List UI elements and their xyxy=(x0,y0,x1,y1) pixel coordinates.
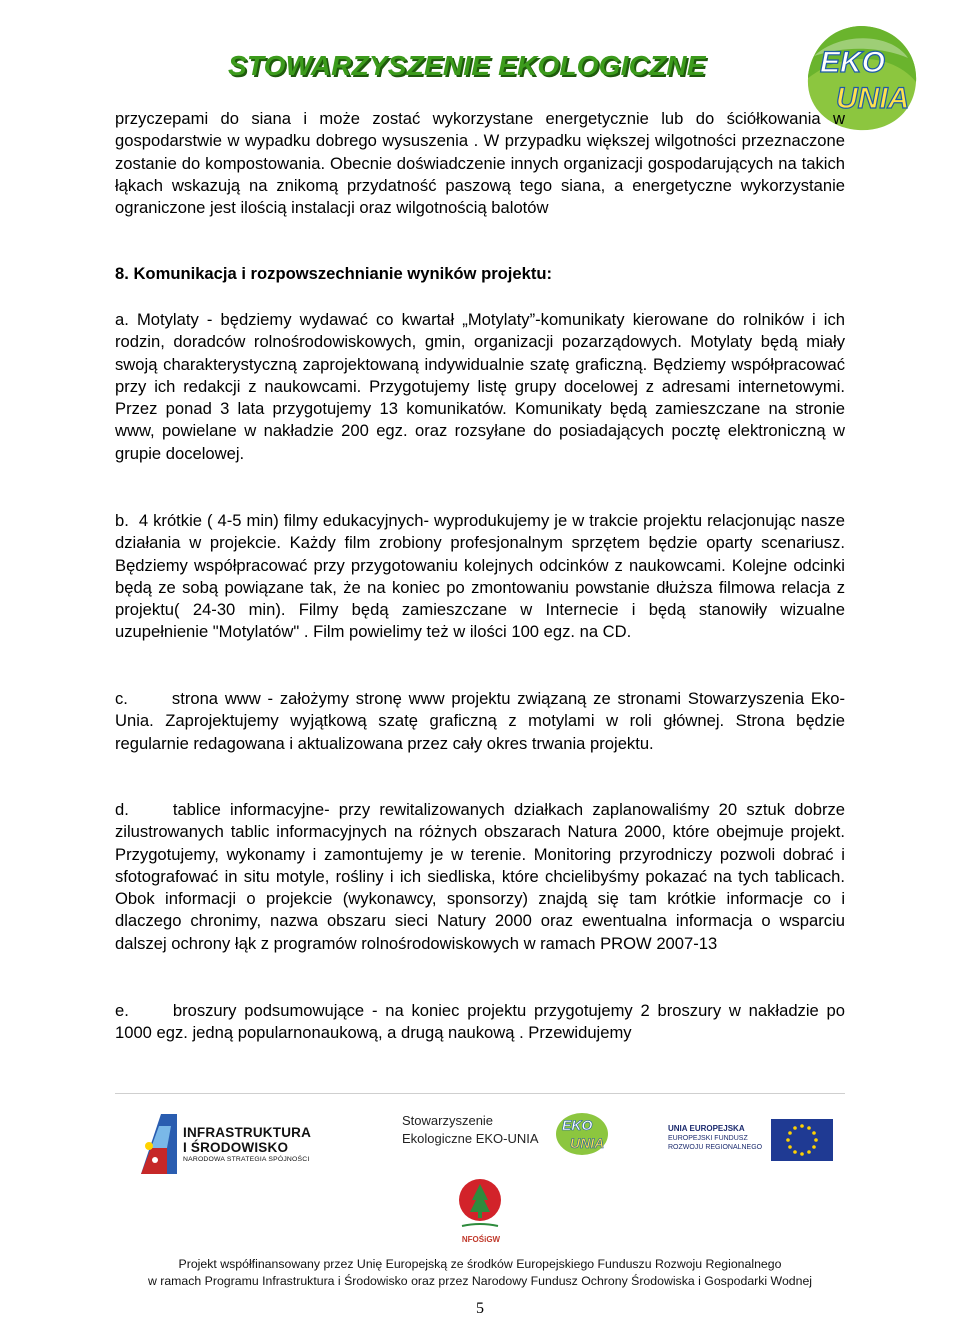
badge-text-1: EKO xyxy=(562,1117,593,1133)
eko-logo-text-2: UNIA xyxy=(836,82,910,115)
list-item-a xyxy=(115,309,845,465)
list-item-text: tablice informacyjne- przy rewitalizowanych działkach zaplanowaliśmy 20 sztuk dobrze zilustrowanych tablic informacyjnych na różnych obszarach Natura 2000, które obejmuje projekt. Przygotujemy, wykonamy i zamontujemy je w terenie. Monitoring przyrodniczy pozwoli dobrać i sfotografować in situ motyle, rośliny i ich siedliska, które chcielibyśmy pokazać na tych tablicach. Obok informacji o projekcie (wykonawcy, sponsorzy) znajdą się tam krótkie informacje co i dlaczego chronimy, nazwa obszaru sieci Natury 2000 oraz ewentualna informacja o wsparciu dalszej ochrony łąk z programów rolnośrodowiskowych w ramach PROW 2007-13 xyxy=(115,800,845,953)
list-item-text: Motylaty - będziemy wydawać co kwartał „Motylaty”-komunikaty kierowane do rolników i ich rodzin, doradców rolnośrodowiskowych, gmin, organizacji pozarządowych. Motylaty będą miały swoją charakterystyczną zaprojektowaną indywidualnie szatę graficzną. Będziemy współpracować przy ich redakcji z naukowcami. Przygotujemy listę grupy docelowej z adresami internetowymi. Przez ponad 3 lata przygotujemy 13 komunikatów. Komunikaty będą zamieszczane na stronie www, powielane w nakładzie 200 egz. oraz rozsyłane do posiadających pocztę elektroniczną w grupie docelowej. xyxy=(115,310,845,463)
page-number: 5 xyxy=(476,1300,484,1317)
section-heading: 8. Komunikacja i rozpowszechnianie wyników projektu: xyxy=(115,264,553,283)
document-header-title: STOWARZYSZENIE EKOLOGICZNE xyxy=(228,50,706,81)
list-marker: e. xyxy=(115,1001,129,1020)
list-item-d xyxy=(115,799,845,955)
eu-flag-icon xyxy=(771,1119,833,1161)
badge-text-2: UNIA xyxy=(570,1135,605,1151)
list-marker: c. xyxy=(115,689,128,708)
ue-line-3: ROZWOJU REGIONALNEGO xyxy=(668,1144,763,1151)
eko-unia-badge-graphic xyxy=(554,1108,610,1156)
stow-line-1: Stowarzyszenie xyxy=(402,1113,494,1128)
ue-logo-text xyxy=(668,1124,768,1152)
nfosigw-logo-graphic xyxy=(458,1178,502,1234)
infra-line-3: NARODOWA STRATEGIA SPÓJNOŚCI xyxy=(183,1156,310,1163)
list-item-text: strona www - założymy stronę www projektu związaną ze stronami Stowarzyszenia Eko-Unia. Zaprojektujemy wyjątkową szatę graficzną z motylami w roli głównej. Strona będzie regularnie redagowana i aktualizowana przez cały okres trwania projektu. xyxy=(115,689,845,753)
nfosigw-label: NFOŚiGW xyxy=(461,1235,501,1244)
eu-flag-graphic xyxy=(771,1119,833,1161)
intro-paragraph: przyczepami do siana i może zostać wykorzystane energetycznie lub do ściółkowania w gospodarstwie w wypadku dobrego wysuszenia . W przypadku większej wilgotności przeznaczone zostanie do kompostowania. Obecnie doświadczenie innych organizacji gospodarujących na takich łąkach wskazują na znikomą przydatność paszową tego siana, a energetyczne wykorzystanie ograniczone jest ilością instalacji oraz wilgotnością balotów xyxy=(115,109,845,218)
list-item-c xyxy=(115,688,845,755)
list-marker: a. xyxy=(115,310,129,329)
list-marker: b. xyxy=(115,511,129,530)
cofinancing-note xyxy=(140,1256,820,1290)
footer-divider xyxy=(115,1093,845,1094)
list-marker: d. xyxy=(115,800,129,819)
ue-line-2: EUROPEJSKI FUNDUSZ xyxy=(668,1135,748,1142)
nfosigw-logo xyxy=(458,1178,502,1234)
stow-line-2: Ekologiczne EKO-UNIA xyxy=(402,1131,539,1146)
stowarzyszenie-logo xyxy=(402,1112,605,1151)
eko-unia-badge xyxy=(554,1108,610,1156)
infra-line-2: I ŚRODOWISKO xyxy=(183,1140,289,1155)
infra-line-1: INFRASTRUKTURA xyxy=(183,1125,312,1140)
list-item-b xyxy=(115,510,845,644)
list-item-text: 4 krótkie ( 4-5 min) filmy edukacyjnych- wyprodukujemy je w trakcie projektu relacjonując nasze działania w projekcie. Każdy film zrobiony profesjonalnym sprzętem będzie oparty scenariusz. Będziemy współpracować przy przygotowaniu kolejnych odcinków z naukowcami. Kolejne odcinki będą ze sobą powiązane tak, że na koniec po zmontowaniu powstanie dłuższa filmowa relacja z projektu( 24-30 min). Filmy będą zamieszczane w Internecie i będą stanowiły wizualne uzupełnienie "Motylatów" . Film powielimy też w ilości 100 egz. na CD. xyxy=(115,511,845,642)
cofinancing-note-line-2: w ramach Programu Infrastruktura i Środowisko oraz przez Narodowy Fundusz Ochrony Środowiska i Gospodarki Wodnej xyxy=(147,1274,813,1288)
infrastruktura-logo-text xyxy=(183,1125,311,1164)
eko-logo-text-1: EKO xyxy=(820,46,886,79)
cofinancing-note-line-1: Projekt współfinansowany przez Unię Europejską ze środków Europejskiego Funduszu Rozwoju Regionalnego xyxy=(178,1257,782,1271)
ue-line-1: UNIA EUROPEJSKA xyxy=(668,1124,745,1133)
list-item-e xyxy=(115,1000,845,1045)
list-item-text: broszury podsumowujące - na koniec projektu przygotujemy 2 broszury w nakładzie po 1000 egz. jedną popularnonaukową, a drugą naukową . Przewidujemy xyxy=(115,1001,845,1043)
